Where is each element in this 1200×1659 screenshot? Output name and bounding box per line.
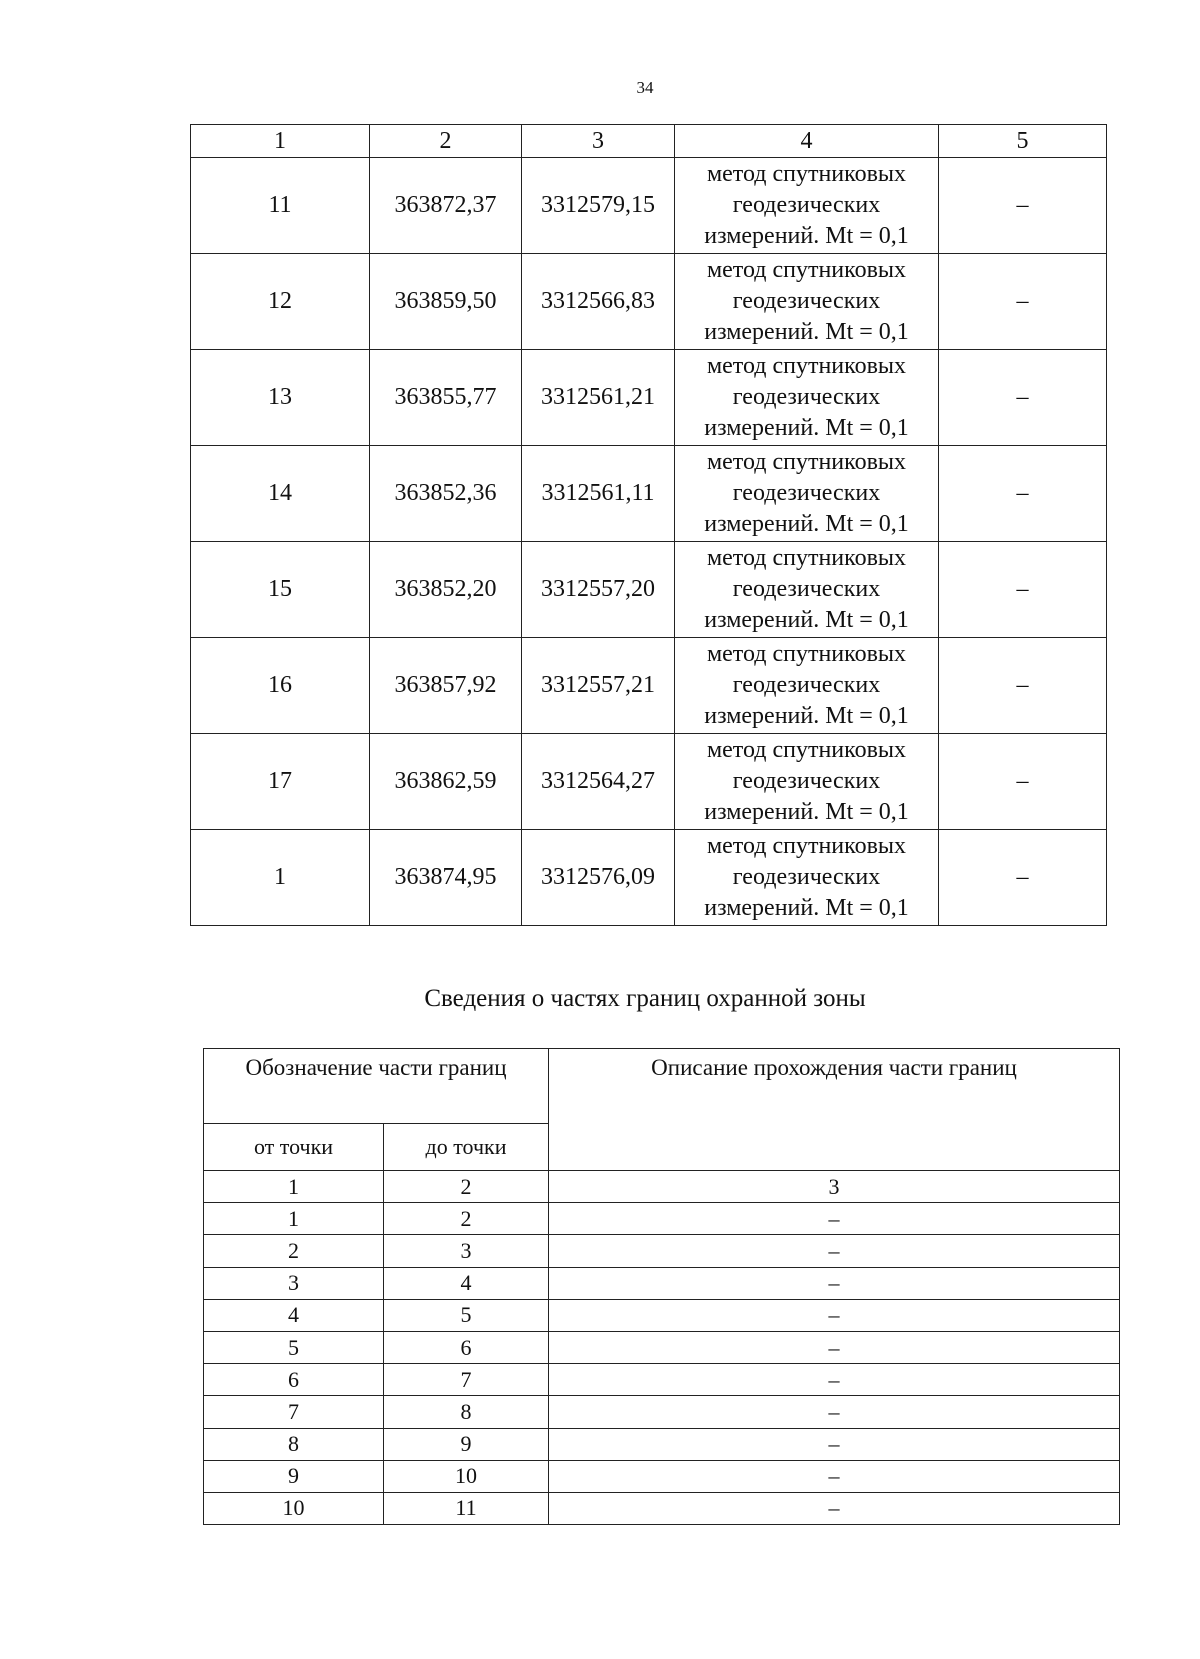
note-cell: – bbox=[939, 350, 1107, 446]
method-cell bbox=[675, 830, 939, 926]
boundary-part-row bbox=[204, 1203, 1120, 1235]
coordinate-row bbox=[191, 350, 1107, 446]
y-coordinate-cell: 3312557,21 bbox=[522, 638, 675, 734]
method-line: измерений. Mt = 0,1 bbox=[704, 511, 909, 537]
method-line: геодезических bbox=[732, 576, 881, 602]
numbering-cell: 3 bbox=[549, 1171, 1120, 1203]
description-cell: – bbox=[549, 1460, 1120, 1492]
boundary-part-row bbox=[204, 1396, 1120, 1428]
to-point-cell: 3 bbox=[384, 1235, 549, 1267]
method-cell bbox=[675, 638, 939, 734]
method-line: метод спутниковых bbox=[706, 833, 907, 859]
note-cell: – bbox=[939, 638, 1107, 734]
coordinates-table bbox=[190, 124, 1107, 926]
method-line: метод спутниковых bbox=[706, 737, 907, 763]
parts-numbering-row bbox=[204, 1171, 1120, 1203]
from-point-cell: 7 bbox=[204, 1396, 384, 1428]
method-line: метод спутниковых bbox=[706, 161, 907, 187]
from-point-cell: 8 bbox=[204, 1428, 384, 1460]
method-line: геодезических bbox=[732, 864, 881, 890]
point-number-cell: 17 bbox=[191, 734, 370, 830]
boundary-part-designation-header: Обозначение части границ bbox=[204, 1049, 549, 1124]
section-title: Сведения о частях границ охранной зоны bbox=[424, 985, 866, 1012]
description-cell: – bbox=[549, 1299, 1120, 1331]
coordinate-row bbox=[191, 446, 1107, 542]
note-cell: – bbox=[939, 446, 1107, 542]
to-point-cell: 8 bbox=[384, 1396, 549, 1428]
method-cell bbox=[675, 254, 939, 350]
from-point-header: от точки bbox=[204, 1124, 384, 1171]
coordinate-row bbox=[191, 830, 1107, 926]
method-line: метод спутниковых bbox=[706, 545, 907, 571]
note-cell: – bbox=[939, 254, 1107, 350]
boundary-part-description-header: Описание прохождения части границ bbox=[549, 1049, 1120, 1171]
column-number-2: 2 bbox=[370, 125, 522, 158]
method-line: геодезических bbox=[732, 768, 881, 794]
point-number-cell: 12 bbox=[191, 254, 370, 350]
to-point-cell: 6 bbox=[384, 1331, 549, 1363]
parts-header-row bbox=[204, 1049, 1120, 1124]
coordinate-row bbox=[191, 254, 1107, 350]
description-cell: – bbox=[549, 1267, 1120, 1299]
y-coordinate-cell: 3312566,83 bbox=[522, 254, 675, 350]
method-line: геодезических bbox=[732, 672, 881, 698]
method-cell bbox=[675, 446, 939, 542]
method-line: измерений. Mt = 0,1 bbox=[704, 319, 909, 345]
to-point-header: до точки bbox=[384, 1124, 549, 1171]
y-coordinate-cell: 3312564,27 bbox=[522, 734, 675, 830]
column-number-3: 3 bbox=[522, 125, 675, 158]
boundary-part-row bbox=[204, 1364, 1120, 1396]
method-line: измерений. Mt = 0,1 bbox=[704, 895, 909, 921]
to-point-cell: 4 bbox=[384, 1267, 549, 1299]
coordinate-row bbox=[191, 734, 1107, 830]
column-number-1: 1 bbox=[191, 125, 370, 158]
method-line: геодезических bbox=[732, 192, 881, 218]
description-cell: – bbox=[549, 1364, 1120, 1396]
method-line: метод спутниковых bbox=[706, 353, 907, 379]
x-coordinate-cell: 363874,95 bbox=[370, 830, 522, 926]
method-line: измерений. Mt = 0,1 bbox=[704, 799, 909, 825]
description-cell: – bbox=[549, 1203, 1120, 1235]
method-line: геодезических bbox=[732, 480, 881, 506]
page-number: 34 bbox=[636, 78, 654, 97]
x-coordinate-cell: 363855,77 bbox=[370, 350, 522, 446]
coordinates-table-header-row bbox=[191, 125, 1107, 158]
x-coordinate-cell: 363852,36 bbox=[370, 446, 522, 542]
method-line: геодезических bbox=[732, 288, 881, 314]
method-cell bbox=[675, 734, 939, 830]
boundary-part-row bbox=[204, 1492, 1120, 1524]
column-number-5: 5 bbox=[939, 125, 1107, 158]
from-point-cell: 10 bbox=[204, 1492, 384, 1524]
boundary-part-row bbox=[204, 1267, 1120, 1299]
point-number-cell: 15 bbox=[191, 542, 370, 638]
description-cell: – bbox=[549, 1235, 1120, 1267]
point-number-cell: 14 bbox=[191, 446, 370, 542]
boundary-parts-table bbox=[203, 1048, 1120, 1525]
to-point-cell: 10 bbox=[384, 1460, 549, 1492]
to-point-cell: 2 bbox=[384, 1203, 549, 1235]
x-coordinate-cell: 363857,92 bbox=[370, 638, 522, 734]
description-cell: – bbox=[549, 1428, 1120, 1460]
note-cell: – bbox=[939, 734, 1107, 830]
boundary-part-row bbox=[204, 1331, 1120, 1363]
boundary-part-row bbox=[204, 1299, 1120, 1331]
x-coordinate-cell: 363859,50 bbox=[370, 254, 522, 350]
coordinate-row bbox=[191, 638, 1107, 734]
y-coordinate-cell: 3312557,20 bbox=[522, 542, 675, 638]
method-line: метод спутниковых bbox=[706, 257, 907, 283]
method-line: геодезических bbox=[732, 384, 881, 410]
description-cell: – bbox=[549, 1492, 1120, 1524]
x-coordinate-cell: 363852,20 bbox=[370, 542, 522, 638]
method-cell bbox=[675, 542, 939, 638]
from-point-cell: 5 bbox=[204, 1331, 384, 1363]
column-number-4: 4 bbox=[675, 125, 939, 158]
y-coordinate-cell: 3312576,09 bbox=[522, 830, 675, 926]
from-point-cell: 3 bbox=[204, 1267, 384, 1299]
point-number-cell: 1 bbox=[191, 830, 370, 926]
y-coordinate-cell: 3312561,11 bbox=[522, 446, 675, 542]
coordinate-row bbox=[191, 542, 1107, 638]
coordinate-row bbox=[191, 158, 1107, 254]
x-coordinate-cell: 363872,37 bbox=[370, 158, 522, 254]
method-line: измерений. Mt = 0,1 bbox=[704, 607, 909, 633]
from-point-cell: 1 bbox=[204, 1203, 384, 1235]
description-cell: – bbox=[549, 1396, 1120, 1428]
method-cell bbox=[675, 158, 939, 254]
numbering-cell: 1 bbox=[204, 1171, 384, 1203]
note-cell: – bbox=[939, 830, 1107, 926]
to-point-cell: 9 bbox=[384, 1428, 549, 1460]
point-number-cell: 16 bbox=[191, 638, 370, 734]
note-cell: – bbox=[939, 542, 1107, 638]
numbering-cell: 2 bbox=[384, 1171, 549, 1203]
method-line: измерений. Mt = 0,1 bbox=[704, 415, 909, 441]
method-line: измерений. Mt = 0,1 bbox=[704, 703, 909, 729]
point-number-cell: 11 bbox=[191, 158, 370, 254]
from-point-cell: 6 bbox=[204, 1364, 384, 1396]
y-coordinate-cell: 3312579,15 bbox=[522, 158, 675, 254]
boundary-part-row bbox=[204, 1428, 1120, 1460]
x-coordinate-cell: 363862,59 bbox=[370, 734, 522, 830]
method-cell bbox=[675, 350, 939, 446]
method-line: метод спутниковых bbox=[706, 449, 907, 475]
description-cell: – bbox=[549, 1331, 1120, 1363]
from-point-cell: 9 bbox=[204, 1460, 384, 1492]
boundary-part-row bbox=[204, 1460, 1120, 1492]
method-line: измерений. Mt = 0,1 bbox=[704, 223, 909, 249]
to-point-cell: 7 bbox=[384, 1364, 549, 1396]
boundary-part-row bbox=[204, 1235, 1120, 1267]
from-point-cell: 2 bbox=[204, 1235, 384, 1267]
point-number-cell: 13 bbox=[191, 350, 370, 446]
to-point-cell: 5 bbox=[384, 1299, 549, 1331]
note-cell: – bbox=[939, 158, 1107, 254]
from-point-cell: 4 bbox=[204, 1299, 384, 1331]
y-coordinate-cell: 3312561,21 bbox=[522, 350, 675, 446]
to-point-cell: 11 bbox=[384, 1492, 549, 1524]
method-line: метод спутниковых bbox=[706, 641, 907, 667]
